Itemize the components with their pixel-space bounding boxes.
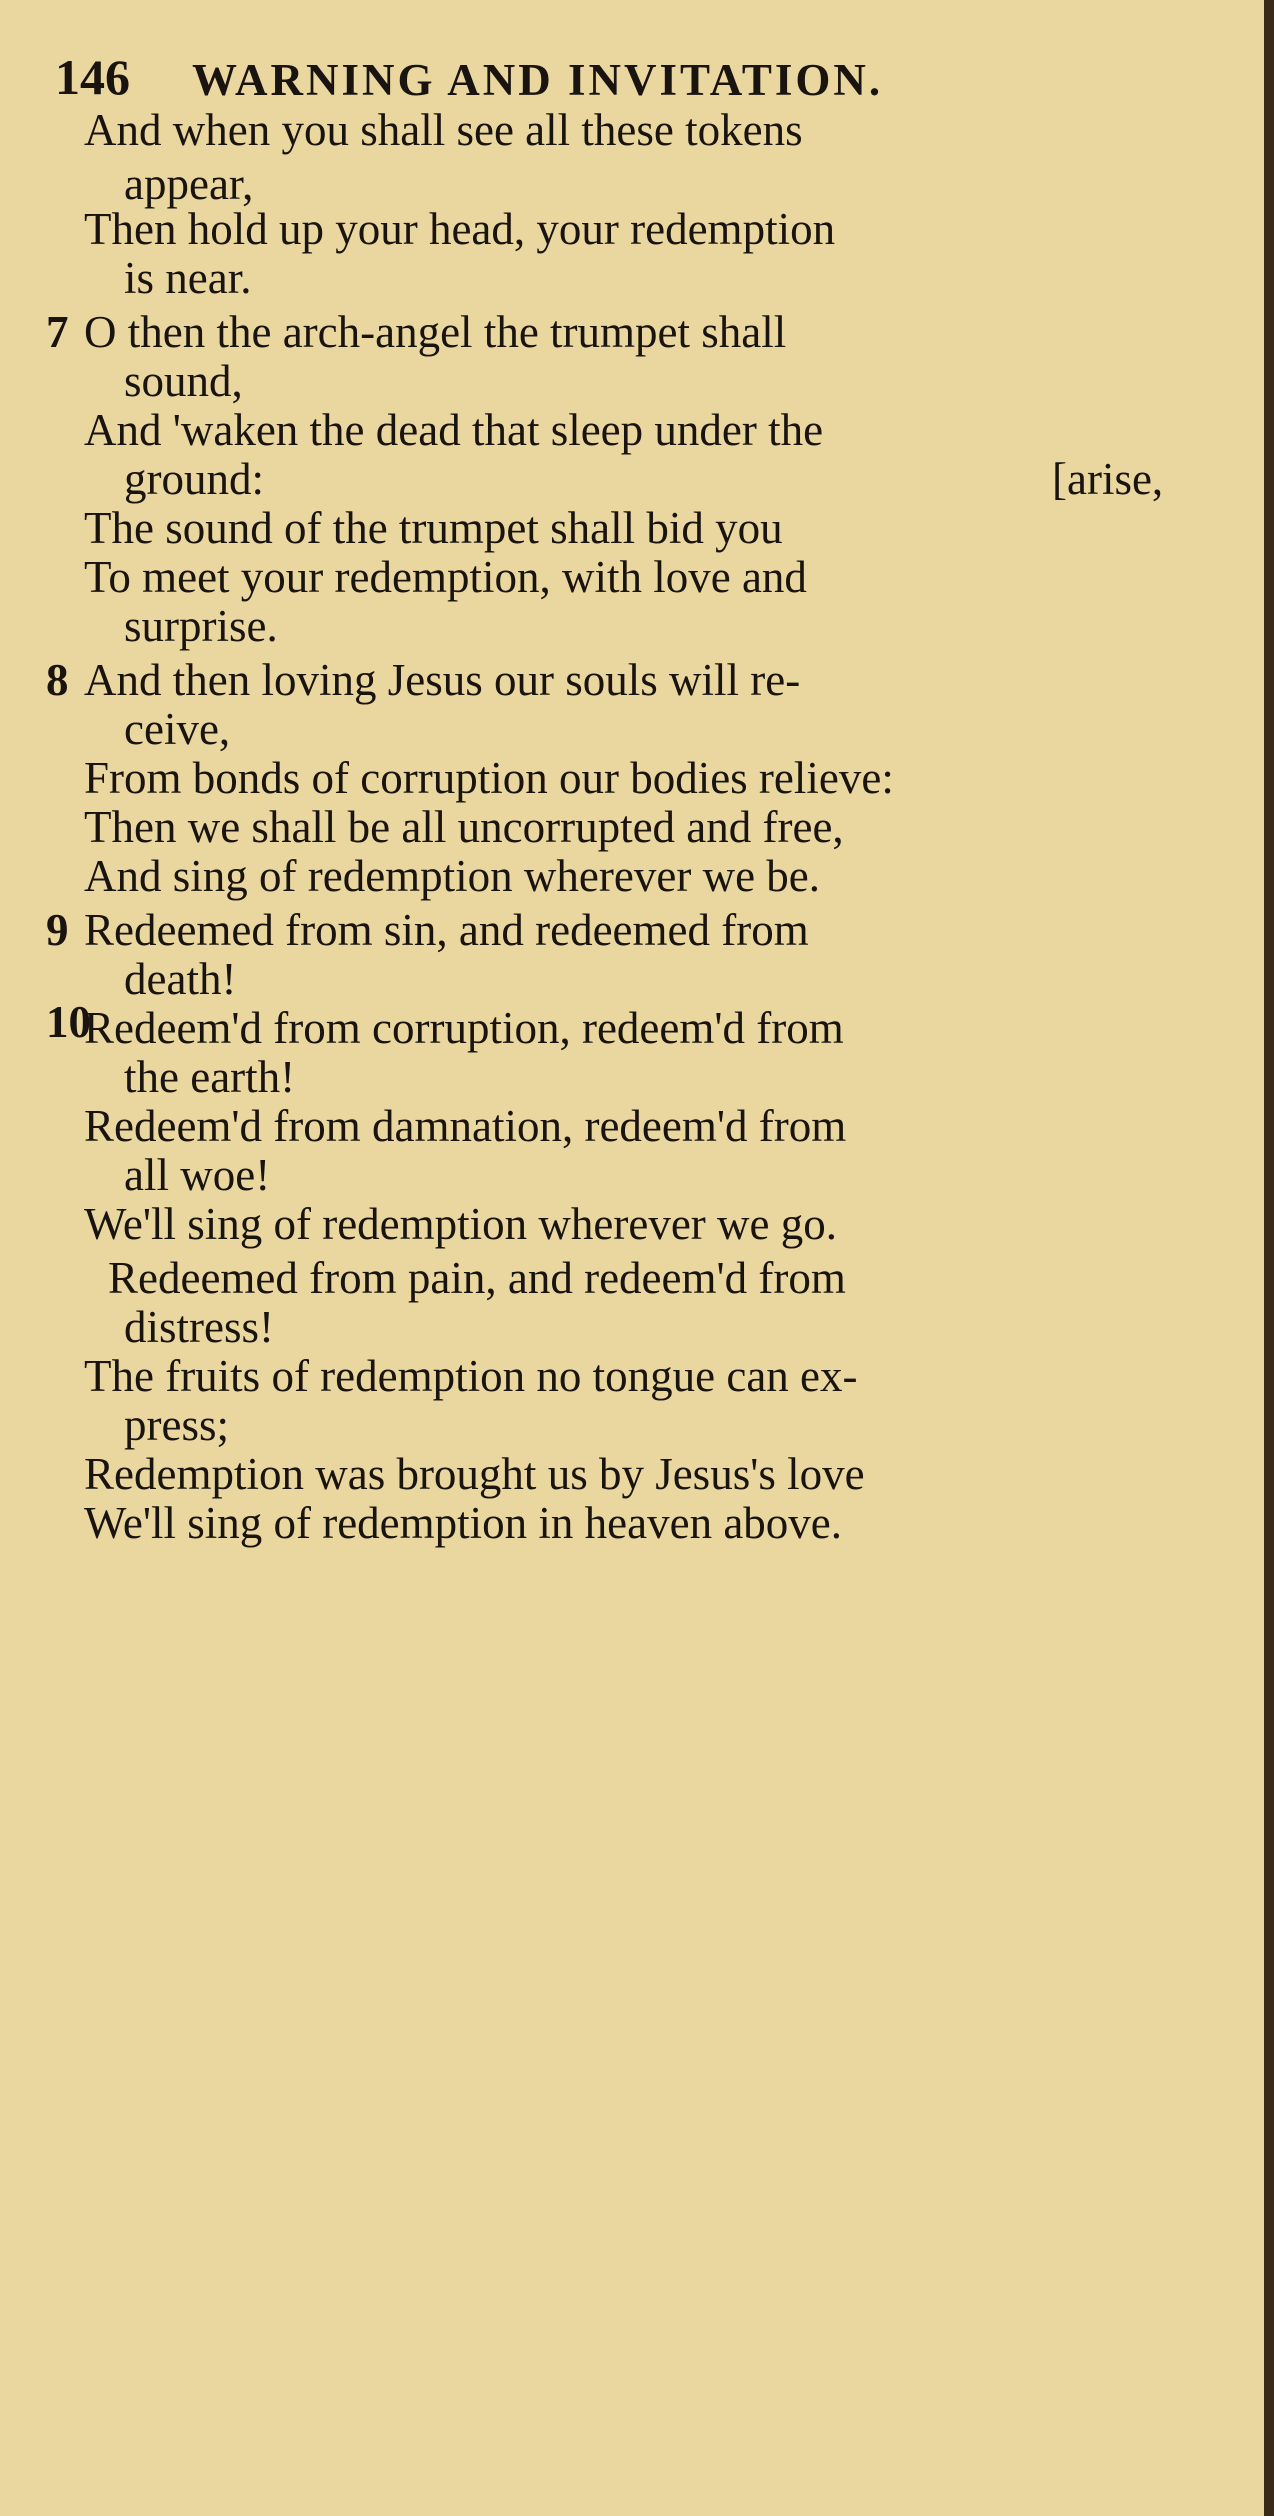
verse-line: And when you shall see all these tokens	[84, 105, 803, 155]
verse-line: distress!	[124, 1302, 274, 1352]
verse-line: the earth!	[124, 1052, 296, 1102]
verse-number: 7	[46, 307, 69, 357]
verse-line: Redeemed from sin, and redeemed from	[84, 905, 809, 955]
verse-line: And sing of redemption wherever we be.	[84, 851, 821, 901]
verse-line: We'll sing of redemption wherever we go.	[84, 1199, 838, 1249]
verse-line: [arise,	[1052, 454, 1164, 504]
verse-number: 8	[46, 655, 69, 705]
verse-number: 10	[46, 997, 91, 1047]
verse-line: death!	[124, 954, 237, 1004]
verse-line: Then hold up your head, your redemption	[84, 204, 836, 254]
verse-line: The fruits of redemption no tongue can ex-	[84, 1351, 858, 1401]
verse-line: Redemption was brought us by Jesus's love	[84, 1449, 865, 1499]
page-edge	[1264, 0, 1274, 2516]
verse-line: Redeem'd from damnation, redeem'd from	[84, 1101, 847, 1151]
verse-line: surprise.	[124, 601, 278, 651]
verse-line: Redeemed from pain, and redeem'd from	[108, 1253, 846, 1303]
verse-line: press;	[124, 1400, 229, 1450]
verse-line: all woe!	[124, 1150, 271, 1200]
verse-line: ceive,	[124, 704, 231, 754]
verse-line: We'll sing of redemption in heaven above.	[84, 1498, 843, 1548]
verse-line: The sound of the trumpet shall bid you	[84, 503, 783, 553]
verse-line: is near.	[124, 253, 252, 303]
verse-line: And 'waken the dead that sleep under the	[84, 405, 824, 455]
running-title: WARNING AND INVITATION.	[192, 55, 884, 105]
verse-line: To meet your redemption, with love and	[84, 552, 807, 602]
verse-line: sound,	[124, 356, 243, 406]
verse-number: 9	[46, 905, 69, 955]
verse-line: ground:	[124, 454, 264, 504]
page-number: 146	[55, 49, 130, 105]
verse-line: And then loving Jesus our souls will re-	[84, 655, 801, 705]
verse-line: O then the arch-angel the trumpet shall	[84, 307, 787, 357]
verse-line: appear,	[124, 159, 254, 209]
verse-line: From bonds of corruption our bodies relieve:	[84, 753, 894, 803]
verse-line: Then we shall be all uncorrupted and free,	[84, 802, 844, 852]
verse-line: Redeem'd from corruption, redeem'd from	[84, 1003, 844, 1053]
